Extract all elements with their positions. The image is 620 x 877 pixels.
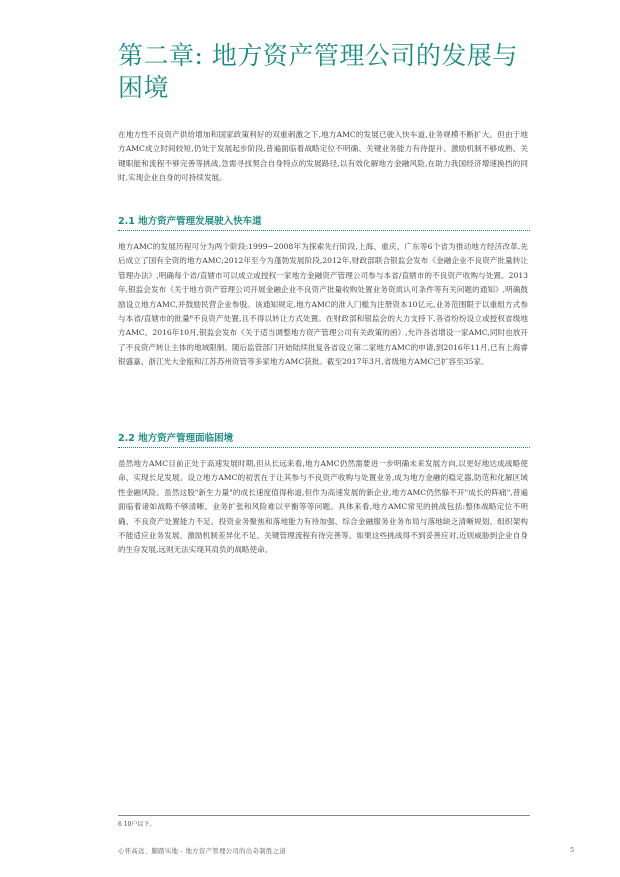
page-number: 5 [570, 846, 575, 854]
section-divider [118, 230, 530, 231]
section-2-2-paragraph: 虽然地方AMC目前正处于高速发展时期,但从长远来看,地方AMC仍然需要进一步明确未来发展方向,以更好地达成战略使命、实现长足发展。设立地方AMC的初衷在于让其参与不良资产收购与处置业务,成为地方金融的稳定器,防范和化解区域性金融风险。虽然这股"新生力量"的成长速度值得称道,但作为高速发展的新企业,地方AMC仍然躲不开"成长的阵痛",普遍面临着诸如战略不够清晰、业务扩张和风险难以平衡等等问题。具体来看,地方AMC常见的挑战包括:整体战略定位不明确、不良资产处置能力不足、投资业务聚焦和落地能力有待加强、综合金融服务业务布局与落地缺乏清晰规划、组织架构不能适应业务发展、激励机制差异化不足、关键管理流程有待完善等。如果这些挑战得不到妥善应对,近则威胁到企业自身的生存发展,远则无法实现其肩负的战略使命。 [118, 459, 528, 555]
section-2-1-paragraph: 地方AMC的发展历程可分为两个阶段:1999~2008年为探索先行阶段,上海、重庆、广东等6个省为推动地方经济改革,先后成立了国有全资的地方AMC;2012年至今为蓬勃发展阶段,2012年,财政部联合银监会发布《金融企业不良资产批量转让管理办法》,明确每个省/直辖市可以成立或授权一家地方金融资产管理公司参与本省/直辖市的不良资产收购与处置。2013年,银监会发布《关于地方资产管理公司开展金融企业不良资产批量收购处置业务资质认可条件等有关问题的通知》,明确鼓励设立地方AMC,并鼓励民营企业参股。该通知规定,地方AMC的准入门槛为注册资本10亿元,业务范围限于以重组方式参与本省/直辖市的批量⁶不良资产处置,且不得以转让方式处置。在财政部和银监会的大力支持下,各省纷纷设立或授权省级地方AMC。2016年10月,银监会发布《关于适当调整地方资产管理公司有关政策的函》,允许各省增设一家AMC,同时也放开了不良资产转让主体的地域限制。随后监管部门开始陆续批复各省设立第二家地方AMC的申请,到2016年11月,已有上海睿银盛嘉、浙江光大金瓯和江苏苏州资管等多家地方AMC获批。截至2017年3月,省级地方AMC已扩容至35家。 [118, 242, 528, 367]
footnote-divider [118, 815, 530, 816]
section-heading-2-2: 2.2 地方资产管理面临困境 [118, 433, 234, 444]
footer-title: 心怀高远、脚踏实地 - 地方资产管理公司的出奇制胜之道 [118, 848, 287, 855]
section-divider [118, 447, 530, 448]
footnote: 6 10户以下。 [118, 821, 156, 828]
section-heading-2-1: 2.1 地方资产管理发展驶入快车道 [118, 216, 262, 227]
intro-paragraph: 在地方性不良资产供给增加和国家政策利好的双重刺激之下,地方AMC的发展已驶入快车道,业务规模不断扩大。但由于地方AMC成立时间较短,仍处于发展起步阶段,普遍面临着战略定位不明确、关键业务能力有待提升、激励机制不够成熟、关键职能和流程不够完善等挑战,急需寻找契合自身特点的发展路径,以有效化解地方金融风险,在助力我国经济增速换挡的同时,实现企业自身的可持续发展。 [118, 130, 528, 183]
chapter-title: 第二章: 地方资产管理公司的发展与困境 [118, 41, 518, 102]
